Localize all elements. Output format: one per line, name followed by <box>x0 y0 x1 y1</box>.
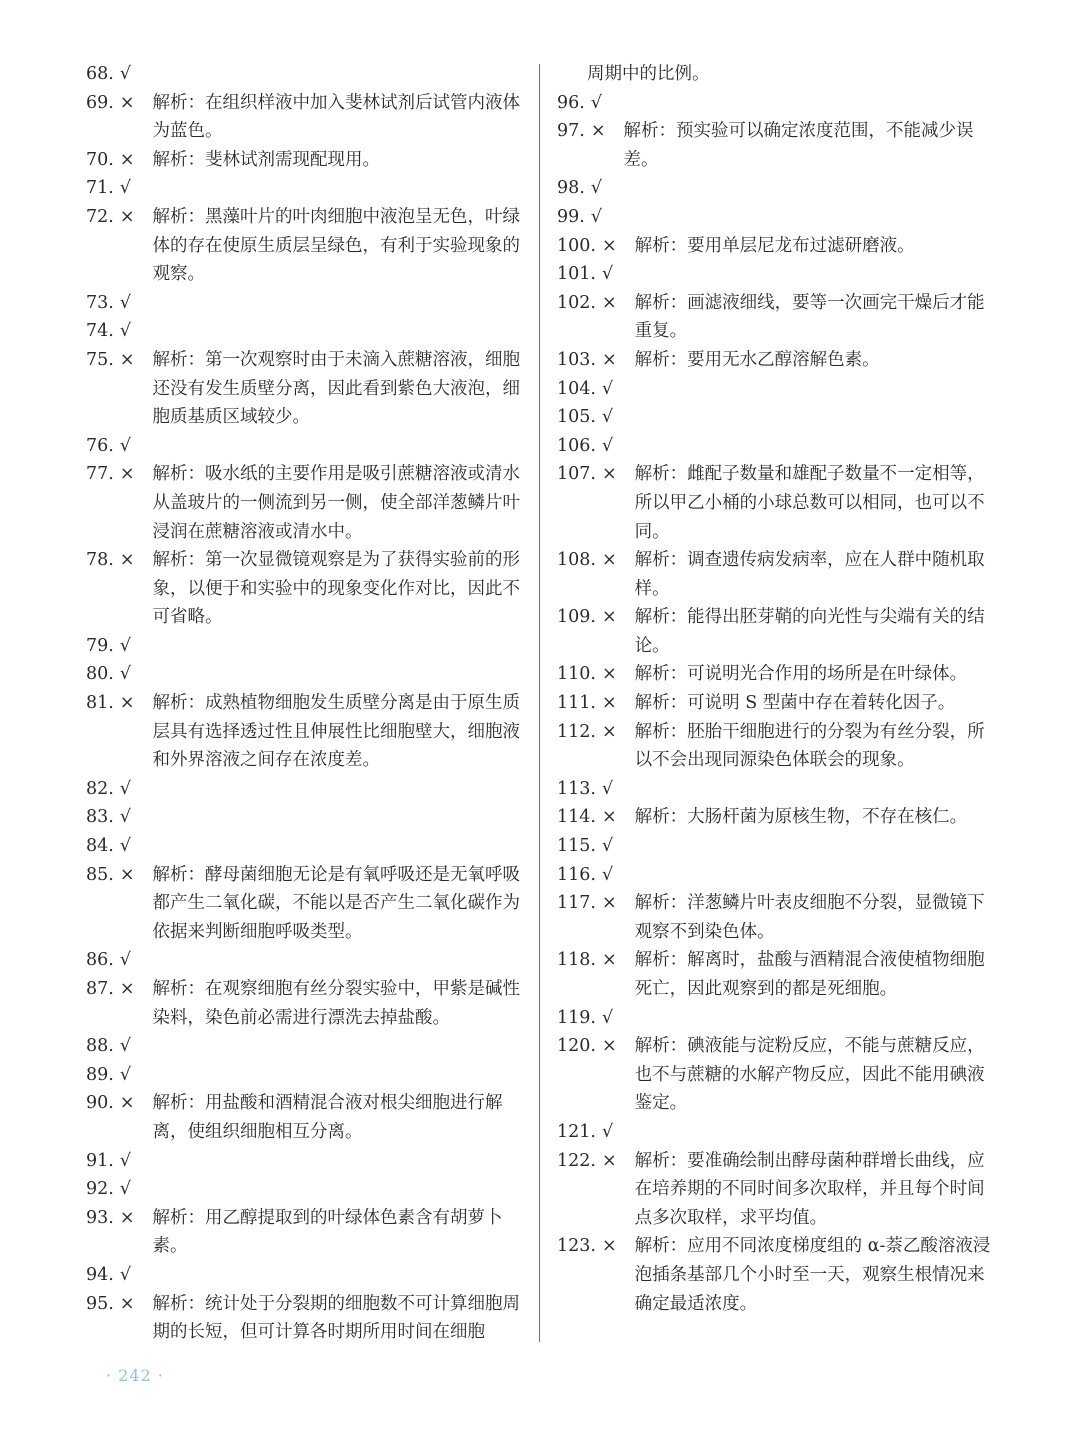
answer-mark: × <box>601 950 617 971</box>
answer-item <box>557 232 997 261</box>
answer-mark: × <box>119 864 135 885</box>
answer-mark: × <box>601 464 617 485</box>
answer-mark: × <box>601 893 617 914</box>
answer-mark: × <box>590 121 606 142</box>
answer-number: 90. <box>86 1093 114 1114</box>
answer-mark: √ <box>601 435 614 456</box>
answer-mark: √ <box>119 807 131 828</box>
answer-explanation: 解析：能得出胚芽鞘的向光性与尖端有关的结论。 <box>634 607 985 656</box>
answer-item <box>557 174 997 203</box>
answer-number: 97. <box>557 121 585 142</box>
answer-mark: × <box>601 721 617 742</box>
answer-item <box>557 861 997 890</box>
column-divider <box>539 64 540 1342</box>
answer-number: 106. <box>557 435 596 456</box>
page-number: · 242 · <box>106 1366 164 1385</box>
answer-mark: × <box>601 1150 617 1171</box>
answer-item <box>557 546 997 603</box>
answer-mark: × <box>119 550 135 571</box>
answer-mark: × <box>601 664 617 685</box>
answer-item <box>86 1261 526 1290</box>
answer-number: 94. <box>86 1264 114 1285</box>
answer-mark: √ <box>119 1036 131 1057</box>
answer-item <box>86 660 526 689</box>
answer-number: 102. <box>557 292 596 313</box>
answer-explanation: 解析：雌配子数量和雄配子数量不一定相等，所以甲乙小桶的小球总数可以相同，也可以不同。 <box>634 464 985 542</box>
answer-number: 111. <box>557 693 596 714</box>
answer-explanation: 解析：第一次显微镜观察是为了获得实验前的形象，以便于和实验中的现象变化作对比，因此不可省略。 <box>152 550 521 628</box>
answer-number: 76. <box>86 435 114 456</box>
answer-number: 122. <box>557 1150 596 1171</box>
answer-item <box>86 1290 526 1347</box>
answer-item <box>557 403 997 432</box>
answer-mark: √ <box>119 1150 131 1171</box>
answer-item <box>557 1118 997 1147</box>
answer-number: 75. <box>86 349 114 370</box>
right-column <box>557 60 997 1318</box>
answer-item <box>86 632 526 661</box>
answer-mark: × <box>601 550 617 571</box>
answer-number: 70. <box>86 149 114 170</box>
answer-explanation: 解析：碘液能与淀粉反应，不能与蔗糖反应，也不与蔗糖的水解产物反应，因此不能用碘液鉴定。 <box>634 1036 985 1114</box>
left-column <box>86 60 526 1347</box>
answer-explanation: 解析：解离时，盐酸与酒精混合液使植物细胞死亡，因此观察到的都是死细胞。 <box>634 950 985 999</box>
answer-item <box>557 203 997 232</box>
continued-text: 周期中的比例。 <box>587 64 710 84</box>
answer-explanation: 解析：画滤液细线，要等一次画完干燥后才能重复。 <box>634 292 985 342</box>
answer-item <box>557 346 997 375</box>
answer-item <box>86 146 526 175</box>
answer-item <box>86 289 526 318</box>
answer-item <box>86 317 526 346</box>
answer-mark: × <box>601 292 617 313</box>
answer-mark: √ <box>119 635 131 656</box>
answer-explanation: 解析：酵母菌细胞无论是有氧呼吸还是无氧呼吸都产生二氧化碳，不能以是否产生二氧化碳作为依据来判断细胞呼吸类型。 <box>152 864 521 942</box>
answer-item <box>557 375 997 404</box>
answer-mark: √ <box>119 1264 131 1285</box>
answer-explanation: 解析：胚胎干细胞进行的分裂为有丝分裂，所以不会出现同源染色体联会的现象。 <box>634 721 985 771</box>
answer-mark: √ <box>119 435 131 456</box>
answer-number: 118. <box>557 950 596 971</box>
answer-item <box>557 260 997 289</box>
answer-mark: √ <box>119 836 131 857</box>
answer-number: 98. <box>557 178 585 199</box>
answer-number: 88. <box>86 1036 114 1057</box>
answer-mark: √ <box>590 92 602 113</box>
answer-explanation: 解析：要准确绘制出酵母菌种群增长曲线，应在培养期的不同时间多次取样，并且每个时间点多次取样，求平均值。 <box>634 1150 985 1228</box>
answer-mark: √ <box>601 1121 614 1142</box>
answer-item <box>86 60 526 89</box>
answer-mark: √ <box>119 664 131 685</box>
answer-number: 114. <box>557 807 596 828</box>
answer-explanation: 解析：要用无水乙醇溶解色素。 <box>634 349 880 370</box>
answer-number: 112. <box>557 721 596 742</box>
answer-mark: √ <box>119 292 131 313</box>
answer-item <box>557 1032 997 1118</box>
answer-item <box>86 346 526 432</box>
answer-item <box>557 1004 997 1033</box>
answer-explanation: 解析：统计处于分裂期的细胞数不可计算细胞周期的长短，但可计算各时期所用时间在细胞 <box>152 1293 521 1343</box>
answer-number: 116. <box>557 864 596 885</box>
answer-mark: √ <box>119 1179 131 1200</box>
answer-explanation: 解析：成熟植物细胞发生质壁分离是由于原生质层具有选择透过性且伸展性比细胞壁大，细胞液和外界溶液之间存在浓度差。 <box>152 693 521 771</box>
answer-mark: √ <box>601 1007 614 1028</box>
answer-explanation: 解析：用盐酸和酒精混合液对根尖细胞进行解离，使组织细胞相互分离。 <box>152 1093 503 1142</box>
answer-item <box>557 1232 997 1318</box>
answer-item <box>86 832 526 861</box>
answer-number: 92. <box>86 1179 114 1200</box>
answer-mark: × <box>119 149 135 170</box>
answer-explanation: 解析：第一次观察时由于未滴入蔗糖溶液，细胞还没有发生质壁分离，因此看到紫色大液泡，细胞质基质区域较少。 <box>152 349 521 428</box>
answer-mark: × <box>601 807 617 828</box>
answer-explanation: 解析：可说明光合作用的场所是在叶绿体。 <box>634 664 968 685</box>
answer-number: 117. <box>557 893 596 914</box>
answer-explanation: 解析：要用单层尼龙布过滤研磨液。 <box>634 235 915 256</box>
answer-number: 87. <box>86 979 114 999</box>
answer-mark: √ <box>590 178 602 199</box>
answer-mark: √ <box>601 407 614 428</box>
answer-number: 110. <box>557 664 596 685</box>
answer-mark: × <box>601 1036 617 1057</box>
answer-item <box>557 803 997 832</box>
answer-number: 108. <box>557 550 596 571</box>
answer-number: 81. <box>86 693 114 714</box>
answer-number: 115. <box>557 836 596 857</box>
answer-mark: × <box>119 979 135 999</box>
answer-number: 85. <box>86 864 114 885</box>
answer-mark: × <box>601 693 617 714</box>
answer-number: 83. <box>86 807 114 828</box>
answer-number: 105. <box>557 407 596 428</box>
answer-number: 84. <box>86 836 114 857</box>
answer-mark: × <box>119 1293 135 1314</box>
answer-mark: × <box>601 349 617 370</box>
answer-item <box>557 460 997 546</box>
answer-number: 104. <box>557 378 596 399</box>
answer-item <box>86 1032 526 1061</box>
answer-explanation: 解析：在组织样液中加入斐林试剂后试管内液体为蓝色。 <box>152 92 521 142</box>
answer-item <box>557 289 997 346</box>
answer-number: 100. <box>557 235 596 256</box>
answer-item <box>557 689 997 718</box>
answer-mark: × <box>119 92 135 113</box>
answer-item <box>86 689 526 775</box>
answer-item <box>86 1204 526 1261</box>
answer-mark: √ <box>601 864 614 885</box>
answer-item <box>86 1061 526 1090</box>
answer-number: 109. <box>557 607 596 628</box>
answer-number: 93. <box>86 1207 114 1228</box>
answer-item <box>557 889 997 946</box>
answer-mark: × <box>601 235 617 256</box>
answer-explanation: 解析：可说明 S 型菌中存在着转化因子。 <box>634 693 956 714</box>
answer-number: 120. <box>557 1036 596 1057</box>
answer-item <box>86 546 526 632</box>
answer-item <box>557 603 997 660</box>
answer-number: 73. <box>86 292 114 313</box>
answer-item <box>557 117 997 174</box>
answer-item <box>86 1175 526 1204</box>
answer-number: 107. <box>557 464 596 485</box>
answer-item <box>557 718 997 775</box>
answer-item <box>557 660 997 689</box>
answer-number: 103. <box>557 349 596 370</box>
answer-explanation: 解析：在观察细胞有丝分裂实验中，甲紫是碱性染料，染色前必需进行漂洗去掉盐酸。 <box>152 979 521 1028</box>
answer-item <box>86 861 526 947</box>
answer-item <box>86 174 526 203</box>
answer-explanation: 解析：洋葱鳞片叶表皮细胞不分裂，显微镜下观察不到染色体。 <box>634 893 985 942</box>
answer-number: 95. <box>86 1293 114 1314</box>
answer-explanation: 解析：斐林试剂需现配现用。 <box>152 149 381 170</box>
answer-number: 101. <box>557 264 596 285</box>
answer-explanation: 解析：调查遗传病发病率，应在人群中随机取样。 <box>634 550 985 599</box>
answer-item <box>86 460 526 546</box>
answer-explanation: 解析：预实验可以确定浓度范围，不能减少误差。 <box>623 121 974 170</box>
answer-item <box>86 946 526 975</box>
answer-mark: √ <box>601 378 614 399</box>
answer-item <box>557 1147 997 1233</box>
answer-number: 99. <box>557 206 585 227</box>
answer-item <box>86 775 526 804</box>
answer-number: 77. <box>86 464 114 485</box>
answer-number: 82. <box>86 778 114 799</box>
answer-number: 72. <box>86 206 114 227</box>
answer-number: 121. <box>557 1121 596 1142</box>
answer-number: 96. <box>557 92 585 113</box>
answer-mark: × <box>119 1093 135 1114</box>
answer-number: 71. <box>86 178 114 199</box>
answer-number: 119. <box>557 1007 596 1028</box>
answer-item <box>86 89 526 146</box>
answer-number: 91. <box>86 1150 114 1171</box>
answer-explanation: 解析：黑藻叶片的叶肉细胞中液泡呈无色，叶绿体的存在使原生质层呈绿色，有利于实验现象的观察。 <box>152 206 521 285</box>
answer-mark: √ <box>601 264 614 285</box>
answer-mark: × <box>119 464 135 485</box>
answer-mark: √ <box>119 950 131 971</box>
answer-item <box>86 203 526 289</box>
answer-number: 123. <box>557 1236 596 1257</box>
answer-mark: × <box>119 693 135 714</box>
answer-item <box>557 832 997 861</box>
answer-item <box>557 89 997 118</box>
answer-number: 79. <box>86 635 114 656</box>
answer-number: 113. <box>557 778 596 799</box>
answer-item <box>86 1147 526 1176</box>
answer-mark: × <box>601 607 617 628</box>
answer-item <box>86 1089 526 1146</box>
answer-mark: √ <box>601 778 614 799</box>
answer-mark: √ <box>119 778 131 799</box>
answer-explanation: 解析：大肠杆菌为原核生物，不存在核仁。 <box>634 807 968 828</box>
answer-mark: √ <box>119 321 131 342</box>
answer-item <box>557 946 997 1003</box>
answer-mark: √ <box>119 1064 131 1085</box>
answer-number: 69. <box>86 92 114 113</box>
answer-item <box>86 803 526 832</box>
answer-mark: × <box>119 349 135 370</box>
answer-mark: × <box>119 206 135 227</box>
answer-number: 68. <box>86 64 114 84</box>
answer-item <box>86 432 526 461</box>
answer-mark: √ <box>119 64 131 84</box>
answer-number: 78. <box>86 550 114 571</box>
answer-number: 86. <box>86 950 114 971</box>
answer-number: 74. <box>86 321 114 342</box>
answer-mark: × <box>601 1236 617 1257</box>
answer-item <box>86 975 526 1032</box>
answer-explanation: 解析：吸水纸的主要作用是吸引蔗糖溶液或清水从盖玻片的一侧流到另一侧，使全部洋葱鳞片叶浸润在蔗糖溶液或清水中。 <box>152 464 521 542</box>
answer-mark: × <box>119 1207 135 1228</box>
answer-explanation: 解析：用乙醇提取到的叶绿体色素含有胡萝卜素。 <box>152 1207 503 1257</box>
answer-item <box>557 775 997 804</box>
answer-number: 89. <box>86 1064 114 1085</box>
answer-mark: √ <box>119 178 131 199</box>
answer-mark: √ <box>601 836 614 857</box>
answer-explanation: 解析：应用不同浓度梯度组的 α-萘乙酸溶液浸泡插条基部几个小时至一天，观察生根情况来确定最适浓度。 <box>634 1236 991 1314</box>
answer-item <box>557 432 997 461</box>
answer-mark: √ <box>590 206 602 227</box>
answer-number: 80. <box>86 664 114 685</box>
